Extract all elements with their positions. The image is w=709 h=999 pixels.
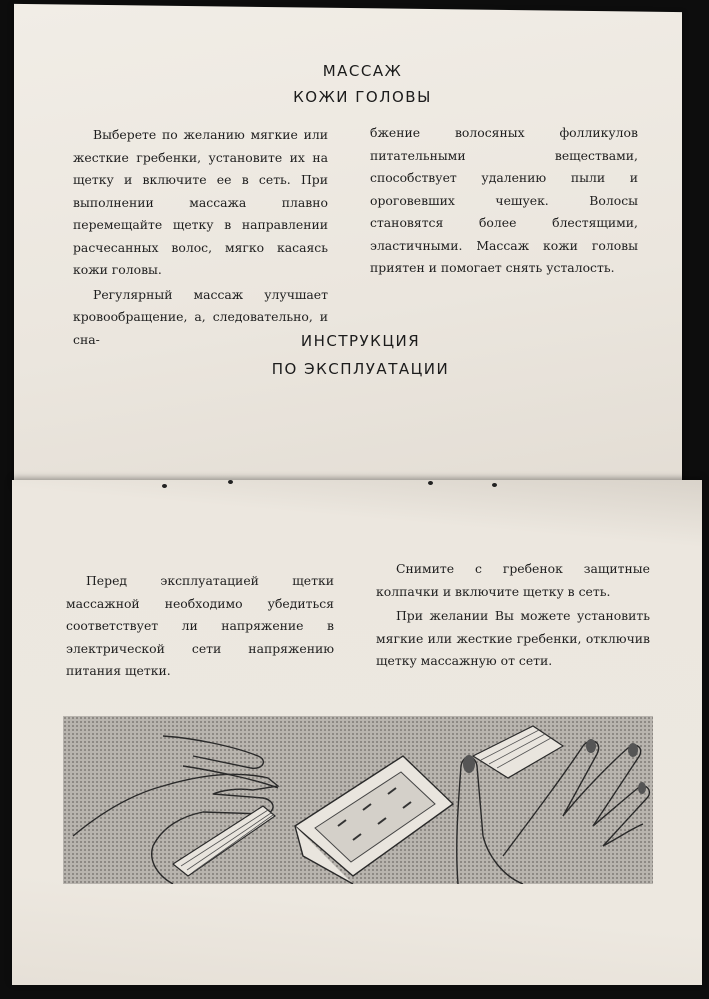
paragraph: Снимите с гребенок защитные колпачки и включите щетку в сеть. (376, 561, 650, 599)
massage-right-column (370, 122, 638, 282)
massage-title-line1: МАССАЖ (322, 62, 403, 80)
paragraph: бжение волосяных фолликулов питательными веществами, способствует удалению пыли и ороговевших чешуек. Волосы становятся более блестящими, эластичными. Массаж кожи головы приятен и помогает снять усталость. (370, 125, 638, 275)
paragraph: Перед эксплуатацией щетки массажной необходимо убедиться соответствует ли напряжение в электрической сети напряжению питания щетки. (66, 573, 334, 678)
instructions-title-line2: ПО ЭКСПЛУАТАЦИИ (271, 360, 450, 378)
instructions-left-column (66, 570, 334, 685)
massage-title-line2: КОЖИ ГОЛОВЫ (293, 88, 432, 106)
hands-with-massage-brush-illustration-icon (63, 716, 653, 884)
massage-left-column (73, 124, 328, 353)
instructions-right-column (376, 558, 650, 675)
paragraph: Регулярный массаж улучшает кровообращение, а, следовательно, и сна- (73, 286, 328, 347)
paragraph: При желании Вы можете установить мягкие или жесткие гребенки, отключив щетку массажную от сети. (376, 608, 650, 668)
paragraph: Выберете по желанию мягкие или жесткие гребенки, установите их на щетку и включите ее в сеть. При выполнении массажа плавно перемещайте щетку в направлении расчесанных волос, мягко касаясь кожи головы. (73, 127, 328, 277)
instructions-title-line1: ИНСТРУКЦИЯ (300, 332, 421, 350)
